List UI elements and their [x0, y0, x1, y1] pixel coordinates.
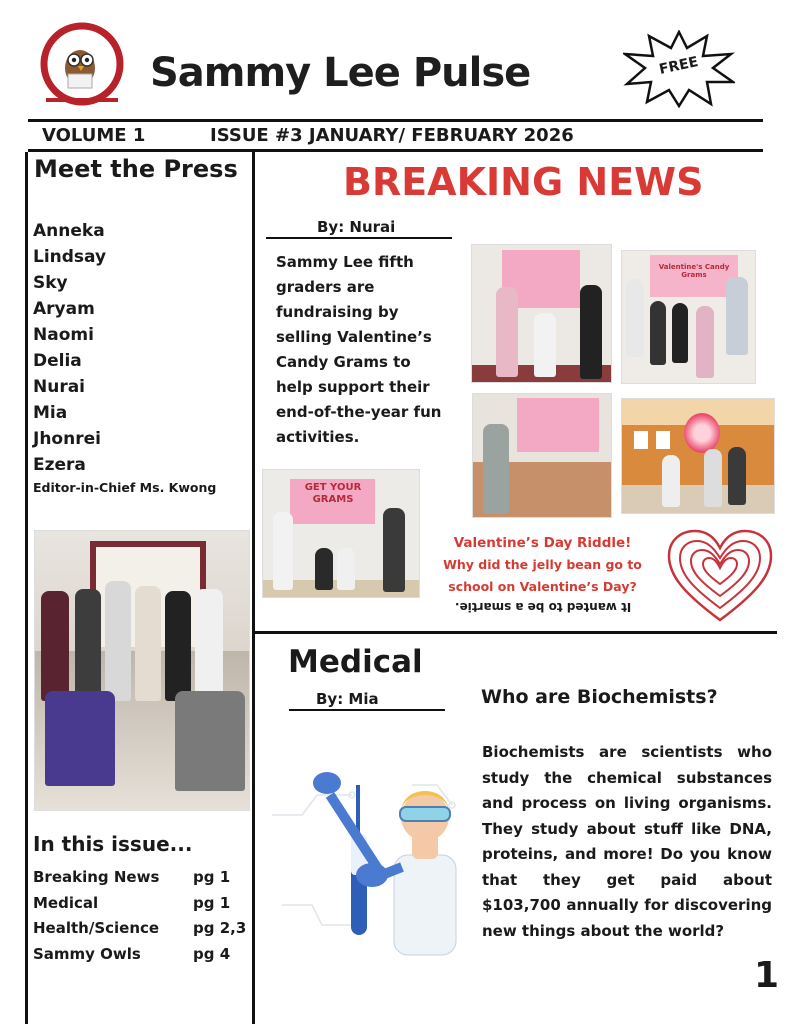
free-badge: [623, 30, 735, 108]
biochemists-subheading: Who are Biochemists?: [481, 686, 718, 708]
heart-maze-icon: [665, 528, 775, 624]
toc-section: Breaking News: [33, 868, 160, 886]
valentine-riddle: [420, 532, 665, 598]
toc-row[interactable]: [33, 916, 246, 942]
toc-row[interactable]: [33, 865, 246, 891]
rule-under-issue: [28, 149, 763, 152]
toc-page: pg 1: [193, 868, 231, 886]
staff-name: Nurai: [33, 377, 86, 397]
toc-page: pg 4: [193, 944, 231, 963]
meet-the-press-heading: Meet the Press: [34, 155, 238, 183]
byline-rule: [266, 237, 452, 239]
center-column-divider: [252, 152, 255, 1024]
candy-gram-photo-2: [621, 250, 756, 384]
riddle-answer: It wanted to be a smartie.: [455, 600, 632, 614]
toc-section: Health/Science: [33, 919, 160, 937]
breaking-article-text: Sammy Lee fifth graders are fundraising by selling Valentine’s Candy Grams to help support their end-of-the-year fun activities.: [276, 253, 442, 446]
section-divider: [255, 631, 777, 634]
free-label: FREE: [657, 54, 700, 78]
candy-gram-photo-1: [471, 244, 612, 383]
toc-row[interactable]: [33, 891, 246, 917]
page-number: 1: [754, 955, 780, 996]
staff-name: Naomi: [33, 325, 94, 345]
in-this-issue-heading: In this issue...: [33, 832, 193, 856]
toc-row[interactable]: [33, 942, 246, 968]
scientist-illustration: [262, 755, 472, 960]
staff-name: Aryam: [33, 299, 95, 319]
issue-label: ISSUE #3 JANUARY/ FEBRUARY 2026: [210, 125, 574, 146]
riddle-question: Why did the jelly bean go to school on Valentine’s Day?: [443, 557, 642, 594]
toc-page: pg 2,3: [193, 919, 247, 937]
staff-name: Delia: [33, 351, 82, 371]
medical-heading: Medical: [288, 644, 423, 680]
poster-main-text: GET YOUR GRAMS: [304, 482, 362, 505]
get-your-grams-photo: [262, 469, 420, 598]
medical-byline-rule: [289, 709, 445, 711]
staff-name: Mia: [33, 403, 68, 423]
press-team-photo: [34, 530, 250, 811]
riddle-title: Valentine’s Day Riddle!: [453, 535, 632, 551]
staff-name: Sky: [33, 273, 68, 293]
candy-gram-photo-4: [621, 398, 775, 514]
toc-page: pg 1: [193, 893, 231, 912]
editor-in-chief: Editor-in-Chief Ms. Kwong: [33, 480, 217, 495]
staff-list: [33, 218, 106, 478]
staff-name: Ezera: [33, 455, 86, 475]
toc-section: Medical: [33, 893, 99, 912]
breaking-news-heading: BREAKING NEWS: [343, 160, 704, 204]
staff-name: Lindsay: [33, 247, 107, 267]
volume-label: VOLUME 1: [42, 125, 146, 146]
candy-gram-photo-3: [472, 393, 612, 518]
toc-section: Sammy Owls: [33, 944, 141, 963]
medical-byline: By: Mia: [316, 690, 379, 708]
breaking-byline: By: Nurai: [317, 218, 396, 236]
table-of-contents: [33, 865, 246, 967]
rule-top: [28, 119, 763, 122]
poster-top-text: Valentine's Candy Grams: [658, 263, 730, 279]
newspaper-title: Sammy Lee Pulse: [150, 50, 531, 96]
school-logo: [36, 18, 128, 110]
biochemists-article-text: Biochemists are scientists who study the chemical substances and process on living organisms. They study about stuff like DNA, proteins, and more! Do you know that they get paid about $103,700 annually for discovering new things about the world?: [482, 743, 772, 940]
staff-name: Jhonrei: [33, 429, 101, 449]
staff-name: Anneka: [33, 221, 105, 241]
left-column-border: [25, 152, 28, 1024]
